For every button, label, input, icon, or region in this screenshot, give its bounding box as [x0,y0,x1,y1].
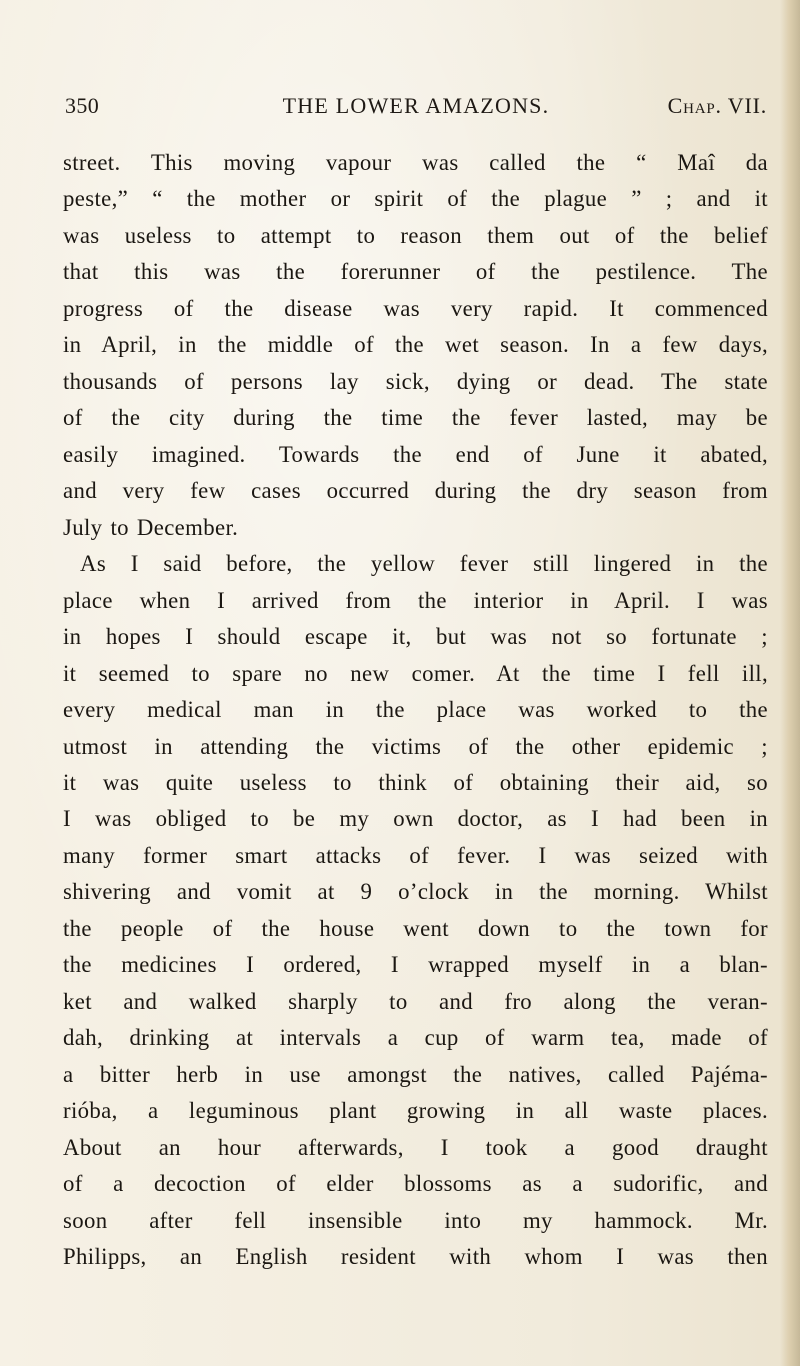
page-header [65,91,767,121]
text-line: July to December. [63,514,239,540]
page-edge-shadow [780,0,800,1366]
text-line: I was obliged to be my own doctor, as I had been in [63,806,768,832]
text-line: rióba, a leguminous plant growing in all waste places. [63,1098,768,1124]
text-line: ket and walked sharply to and fro along the veran- [63,988,768,1014]
text-line: dah, drinking at intervals a cup of warm tea, made of [63,1025,768,1051]
text-line: many former smart attacks of fever. I was seized with [63,842,768,868]
text-line: Philipps, an English resident with whom I was then [63,1244,768,1270]
text-line: a bitter herb in use amongst the natives, called Pajéma- [63,1061,768,1087]
text-line: every medical man in the place was worked to the [63,697,768,723]
text-line: As I said before, the yellow fever still lingered in the [80,551,768,577]
text-line: of the city during the time the fever lasted, may be [63,405,768,431]
text-line: progress of the disease was very rapid. It commenced [63,295,768,321]
text-line: easily imagined. Towards the end of June it abated, [63,441,768,467]
text-line: it was quite useless to think of obtaining their aid, so [63,769,768,795]
text-line: in hopes I should escape it, but was not so fortunate ; [63,624,768,650]
text-line: soon after fell insensible into my hammock. Mr. [63,1207,768,1233]
text-line: place when I arrived from the interior in April. I was [63,587,768,613]
text-line: thousands of persons lay sick, dying or dead. The state [63,368,768,394]
body-text [63,145,768,1276]
text-line: the people of the house went down to the town for [63,915,768,941]
text-line: of a decoction of elder blossoms as a sudorific, and [63,1171,768,1197]
running-title: THE LOWER AMAZONS. [282,93,550,118]
text-line: street. This moving vapour was called the “ Maî da [63,150,768,175]
chapter-label: Chap. VII. [667,93,767,118]
text-line: shivering and vomit at 9 o’clock in the morning. Whilst [63,879,768,905]
text-line: About an hour afterwards, I took a good draught [63,1134,768,1160]
text-line: peste,” “ the mother or spirit of the plague ” ; and it [63,186,768,212]
text-line: in April, in the middle of the wet season. In a few days, [63,332,768,358]
text-line: the medicines I ordered, I wrapped myself in a blan- [63,952,768,978]
text-line: utmost in attending the victims of the other epidemic ; [63,733,768,759]
text-line: it seemed to spare no new comer. At the time I fell ill, [63,660,768,686]
page-number: 350 [65,93,100,118]
text-line: that this was the forerunner of the pestilence. The [63,259,768,285]
text-line: was useless to attempt to reason them out of the belief [63,222,768,248]
text-line: and very few cases occurred during the dry season from [63,478,768,504]
